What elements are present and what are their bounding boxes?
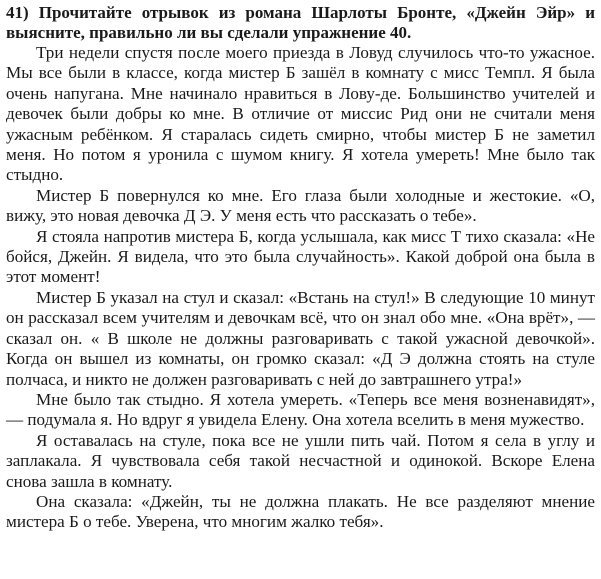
paragraph-5: Мне было так стыдно. Я хотела умереть. «Теперь все меня возненавидят», — подумала я. Но вдруг я увидела Елену. Она хотела вселить в меня мужество. <box>6 389 595 430</box>
exercise-heading: 41) Прочитайте отрывок из романа Шарлоты Бронте, «Джейн Эйр» и выясните, правильно ли вы сделали упражнение 40. <box>6 3 595 42</box>
paragraph-7: Она сказала: «Джейн, ты не должна плакать. Не все разделяют мнение мистера Б о тебе. Уверена, что многим жалко тебя». <box>6 491 595 532</box>
paragraph-3: Я стояла напротив мистера Б, когда услышала, как мисс Т тихо сказала: «Не бойся, Джейн. Я видела, что это была случайность». Какой доброй она была в этот момент! <box>6 226 595 287</box>
paragraph-4: Мистер Б указал на стул и сказал: «Встань на стул!» В следующие 10 минут он рассказал всем учителям и девочкам всё, что он знал обо мне. «Она врёт», — сказал он. « В школе не должны разговаривать с такой ужасной девочкой». Когда он вышел из комнаты, он громко сказал: «Д Э должна стоять на стуле полчаса, и никто не должен разговаривать с ней до завтрашнего утра!» <box>6 287 595 389</box>
paragraph-6: Я оставалась на стуле, пока все не ушли пить чай. Потом я села в углу и заплакала. Я чувствовала себя такой несчастной и одинокой. Вскоре Елена снова зашла в комнату. <box>6 430 595 491</box>
paragraph-1: Три недели спустя после моего приезда в Ловуд случилось что-то ужасное. Мы все были в классе, когда мистер Б зашёл в комнату с мисс Темпл. Я была очень напугана. Мне начинало нравиться в Лову-де. Большинство учителей и девочек были добры ко мне. В отличие от миссис Рид они не считали меня ужасным ребёнком. Я старалась сидеть смирно, чтобы мистер Б не заметил меня. Но потом я уронила с шумом книгу. Я хотела умереть! Мне было так стыдно. <box>6 43 595 185</box>
paragraph-2: Мистер Б повернулся ко мне. Его глаза были холодные и жестокие. «О, вижу, это новая девочка Д Э. У меня есть что рассказать о тебе». <box>6 185 595 226</box>
